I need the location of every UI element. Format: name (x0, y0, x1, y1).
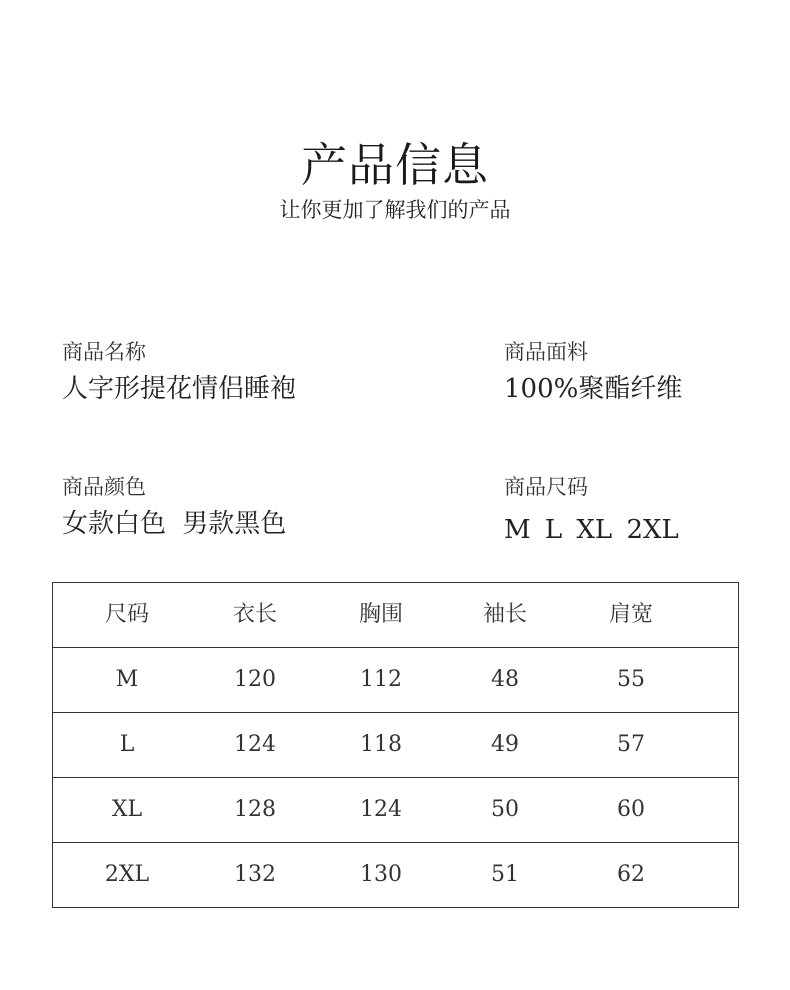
product-size-value: M L XL 2XL (504, 515, 679, 545)
header-cell-shoulder: 肩宽 (608, 602, 653, 627)
table-row (53, 713, 738, 778)
table-cell: 120 (234, 667, 276, 692)
table-cell: 49 (491, 732, 519, 757)
product-fabric-label: 商品面料 (504, 340, 588, 364)
page-title: 产品信息 (301, 138, 489, 192)
product-name-value: 人字形提花情侣睡袍 (62, 374, 297, 404)
header-cell-size: 尺码 (104, 602, 149, 627)
product-color-label: 商品颜色 (62, 475, 146, 499)
table-cell: 48 (491, 667, 519, 692)
table-cell: 124 (234, 732, 276, 757)
product-color-field (62, 473, 286, 541)
table-cell: L (119, 732, 135, 757)
table-cell: 132 (234, 862, 276, 887)
table-row (53, 648, 738, 713)
header-cell-sleeve: 袖长 (482, 602, 527, 627)
table-cell: 130 (360, 862, 402, 887)
table-cell: 55 (617, 667, 645, 692)
header-cell-length: 衣长 (232, 602, 277, 627)
product-size-field (504, 473, 679, 547)
product-name-label: 商品名称 (62, 340, 146, 364)
table-row (53, 843, 738, 908)
table-cell: 124 (360, 797, 402, 822)
product-fabric-field (504, 338, 682, 406)
table-cell: 2XL (104, 862, 150, 887)
table-cell: 62 (617, 862, 645, 887)
table-cell: 50 (491, 797, 519, 822)
table-cell: 112 (360, 667, 402, 692)
table-cell: 118 (360, 732, 402, 757)
table-cell: XL (111, 797, 143, 822)
table-cell: 57 (617, 732, 645, 757)
product-name-field (62, 338, 296, 406)
table-header-row (53, 583, 738, 648)
product-fabric-value: 100%聚酯纤维 (504, 374, 683, 404)
table-cell: 128 (234, 797, 276, 822)
page-subtitle: 让你更加了解我们的产品 (279, 198, 511, 222)
table-cell: 51 (491, 862, 519, 887)
table-row (53, 778, 738, 843)
size-table (52, 582, 739, 908)
table-cell: 60 (617, 797, 645, 822)
table-cell: M (115, 667, 139, 692)
product-size-label: 商品尺码 (504, 475, 588, 499)
header-cell-chest: 胸围 (358, 602, 403, 627)
product-color-value: 女款白色 男款黑色 (62, 509, 287, 539)
